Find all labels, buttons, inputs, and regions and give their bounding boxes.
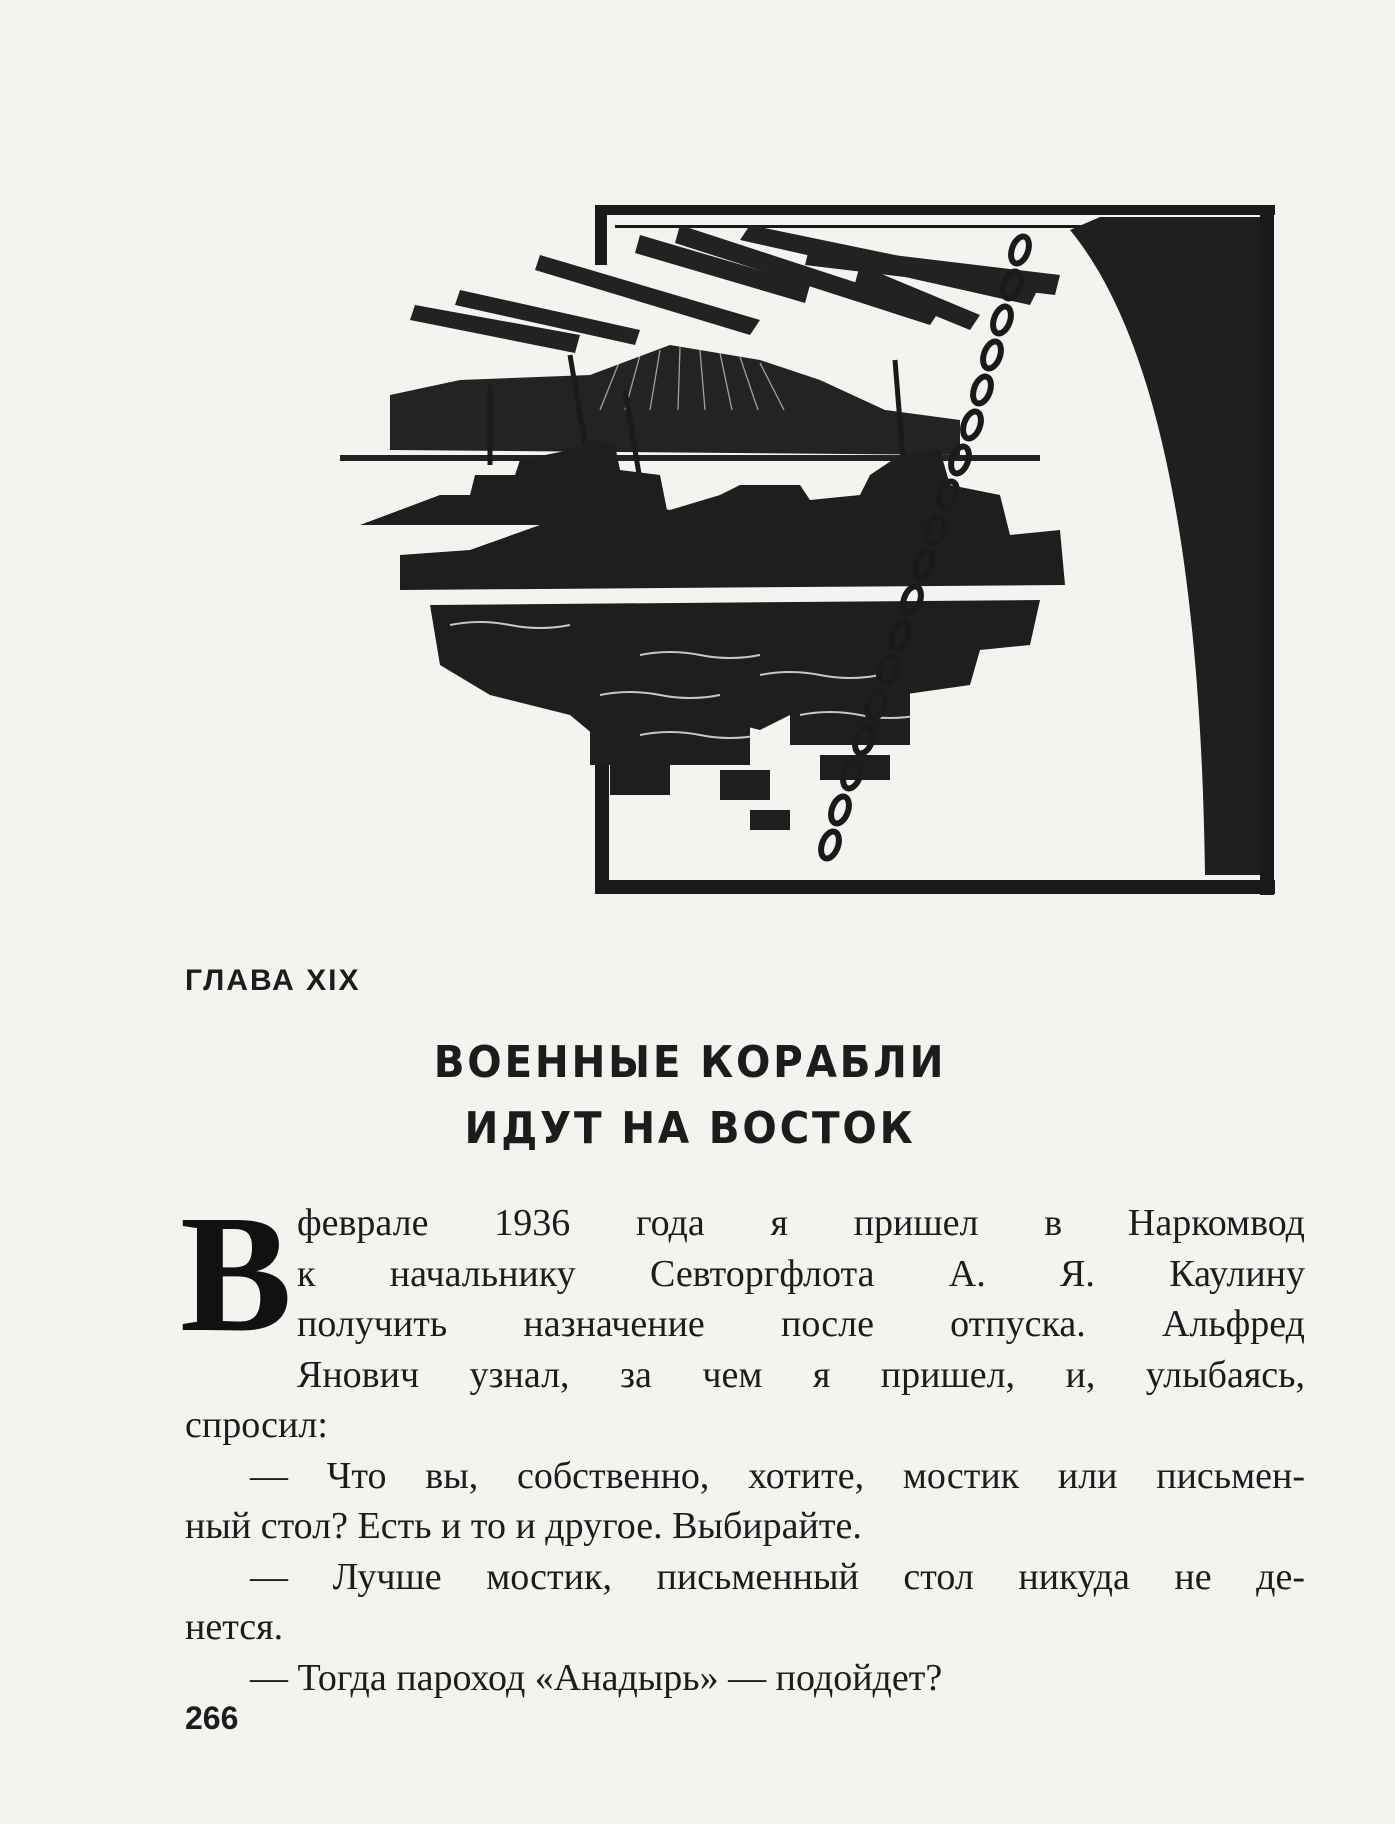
drop-cap: В [180, 1181, 293, 1367]
text-line: ный стол? Есть и то и другое. Выбирайте. [185, 1505, 862, 1547]
page-number: 266 [185, 1700, 239, 1736]
text-line: нется. [185, 1606, 284, 1648]
warships-woodcut-image [340, 195, 1300, 900]
text-line: к начальнику Севторгфлота А. Я. Каулину [297, 1252, 1305, 1295]
text-line: Янович узнал, за чем я пришел, и, улыбаясь, [297, 1353, 1305, 1396]
text-line: — Лучше мостик, письменный стол никуда не де- [250, 1555, 1305, 1598]
chapter-title [331, 1030, 1049, 1162]
text-line: спросил: [185, 1404, 328, 1446]
body-text [185, 1198, 1305, 1703]
chapter-title-line-2: ИДУТ НА ВОСТОК [464, 1103, 916, 1154]
text-line: — Тогда пароход «Анадырь» — подойдет? [250, 1656, 943, 1699]
text-line: получить назначение после отпуска. Альфред [297, 1303, 1305, 1345]
chapter-title-line-1: ВОЕННЫЕ КОРАБЛИ [433, 1037, 947, 1088]
chapter-illustration [340, 195, 1300, 900]
text-line: феврале 1936 года я пришел в Наркомвод [297, 1202, 1305, 1244]
text-line: — Что вы, собственно, хотите, мостик или письмен- [250, 1454, 1305, 1497]
chapter-label: ГЛАВА XIX [185, 964, 361, 997]
